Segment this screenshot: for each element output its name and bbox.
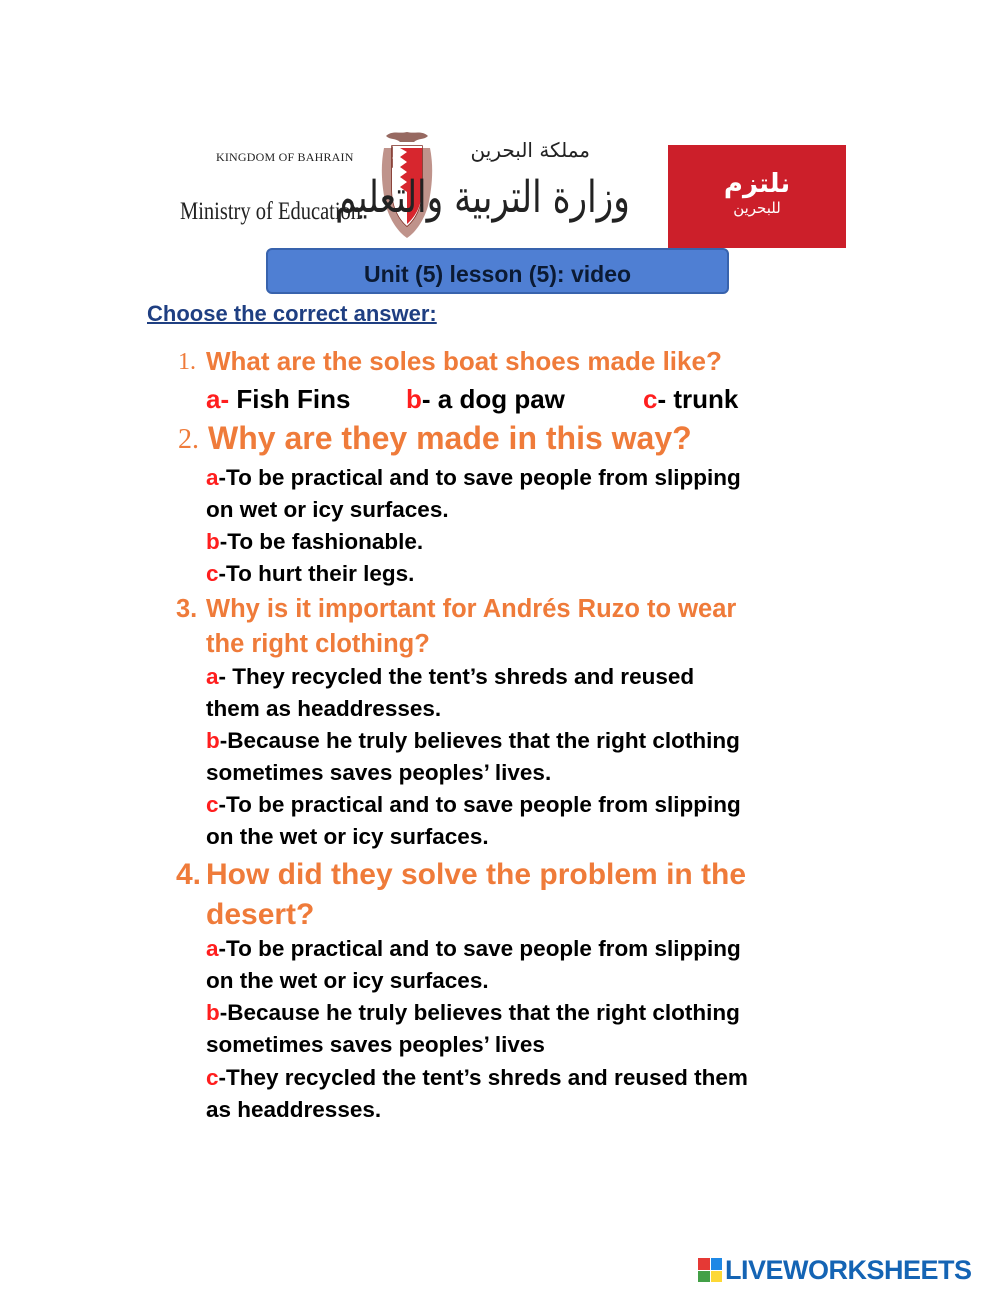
question-2-number: 2. [178,424,199,455]
logo-line-2: للبحرين [733,199,781,217]
question-4-option-c[interactable]: c-They recycled the tent’s shreds and reused them as headdresses. [206,1065,748,1122]
question-2-option-c[interactable]: c-To hurt their legs. [206,561,415,586]
arabic-kingdom-label: مملكة البحرين [470,138,590,162]
question-4-number: 4. [176,858,202,891]
unit-title-banner: Unit (5) lesson (5): video [266,248,729,294]
question-4-option-b[interactable]: b-Because he truly believes that the right clothing sometimes saves peoples’ lives [206,1000,740,1057]
logo-line-1: نلتزم [723,169,791,199]
question-4-option-a[interactable]: a-To be practical and to save people from slipping on the wet or icy surfaces. [206,936,741,993]
question-2-option-a[interactable]: a-To be practical and to save people from slipping on wet or icy surfaces. [206,465,741,522]
liveworksheets-logo[interactable] [698,1255,972,1285]
ministry-label: Ministry of Education [180,198,362,225]
question-3-option-c[interactable]: c-To be practical and to save people from slipping on the wet or icy surfaces. [206,792,741,849]
commitment-logo [668,145,846,248]
question-1-option-a[interactable]: a- Fish Fins [206,384,351,414]
question-3-line-1: Why is it important for Andrés Ruzo to wear [206,595,737,623]
question-1-number: 1. [178,349,196,375]
question-3-option-a[interactable]: a- They recycled the tent’s shreds and reused them as headdresses. [206,664,695,721]
kingdom-label: KINGDOM OF BAHRAIN [216,150,354,164]
question-3-line-2: the right clothing? [206,630,430,658]
question-2-text: Why are they made in this way? [208,420,692,456]
question-1-option-c[interactable]: c- trunk [643,384,739,414]
liveworksheets-brand: LIVEWORKSHEETS [725,1254,972,1285]
instruction-heading: Choose the correct answer: [147,301,437,326]
question-1-option-b[interactable]: b- a dog paw [406,384,565,414]
question-1-text: What are the soles boat shoes made like? [206,346,722,376]
arabic-ministry-label: وزارة التربية والتعليم [335,172,630,223]
question-2-option-b[interactable]: b-To be fashionable. [206,529,424,554]
arabic-ministry-text [335,136,630,246]
question-3-option-b[interactable]: b-Because he truly believes that the right clothing sometimes saves peoples’ lives. [206,728,740,785]
liveworksheets-icon [698,1258,722,1282]
question-3-number: 3. [176,595,198,623]
question-4-line-2: desert? [206,898,315,931]
question-4-line-1: How did they solve the problem in the [206,858,747,891]
